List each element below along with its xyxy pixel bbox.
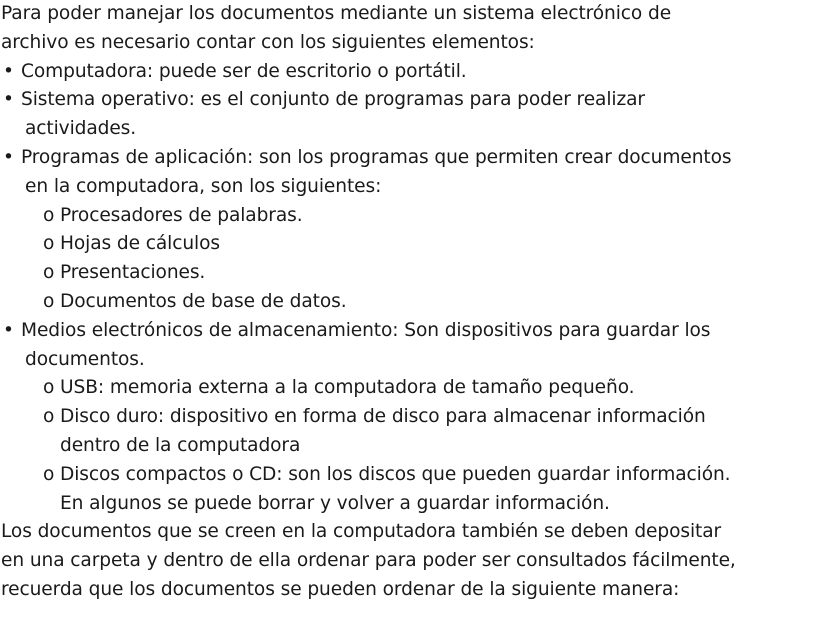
list-item-text: Computadora: puede ser de escritorio o portátil. [21, 60, 467, 82]
list-item-text: Sistema operativo: es el conjunto de programas para poder realizar [21, 89, 645, 111]
sub-item-text: dentro de la computadora [60, 434, 301, 456]
sub-bullet-marker: o [43, 290, 55, 312]
sub-bullet-marker: o [43, 377, 55, 399]
list-item [1, 58, 816, 87]
sub-bullet-marker: o [43, 233, 55, 255]
list-item-text: actividades. [25, 118, 137, 140]
text-line: en una carpeta y dentro de ella ordenar para poder ser consultados fácilmente, [1, 550, 736, 572]
sub-item-text: Disco duro: dispositivo en forma de disco para almacenar información [60, 406, 706, 428]
bullet-marker: • [3, 89, 14, 111]
bullet-marker: • [3, 60, 14, 82]
bullet-marker: • [3, 319, 14, 341]
list-item [1, 144, 816, 317]
sub-item-text: En algunos se puede borrar y volver a guardar información. [60, 492, 610, 514]
text-line: Para poder manejar los documentos mediante un sistema electrónico de [1, 3, 672, 24]
sub-list [1, 202, 816, 317]
sub-list-item [1, 374, 816, 403]
sub-list [1, 374, 816, 518]
sub-item-text: USB: memoria externa a la computadora de tamaño pequeño. [60, 377, 635, 399]
sub-bullet-marker: o [43, 204, 55, 226]
sub-item-text: Documentos de base de datos. [60, 290, 347, 312]
sub-list-item [1, 230, 816, 259]
sub-bullet-marker: o [43, 463, 55, 485]
list-item-text: Programas de aplicación: son los programas que permiten crear documentos [21, 146, 732, 168]
outro-paragraph [1, 518, 816, 604]
bullet-list [1, 58, 816, 519]
sub-list-item [1, 461, 816, 519]
sub-bullet-marker: o [43, 262, 55, 284]
sub-list-item [1, 202, 816, 231]
sub-list-item [1, 288, 816, 317]
sub-bullet-marker: o [43, 406, 55, 428]
sub-list-item [1, 403, 816, 461]
list-item-text: en la computadora, son los siguientes: [25, 175, 382, 197]
sub-item-text: Presentaciones. [60, 262, 206, 284]
sub-list-item [1, 259, 816, 288]
list-item-text: Medios electrónicos de almacenamiento: Son dispositivos para guardar los [21, 319, 711, 341]
sub-item-text: Hojas de cálculos [60, 233, 220, 255]
intro-paragraph [1, 0, 816, 58]
text-line: archivo es necesario contar con los siguientes elementos: [1, 31, 535, 53]
list-item [1, 86, 816, 144]
list-item [1, 317, 816, 519]
sub-item-text: Discos compactos o CD: son los discos que pueden guardar información. [60, 463, 731, 485]
text-line: Los documentos que se creen en la computadora también se deben depositar [1, 521, 722, 543]
list-item-text: documentos. [25, 348, 145, 370]
text-line: recuerda que los documentos se pueden ordenar de la siguiente manera: [1, 578, 680, 600]
bullet-marker: • [3, 146, 14, 168]
sub-item-text: Procesadores de palabras. [60, 204, 303, 226]
